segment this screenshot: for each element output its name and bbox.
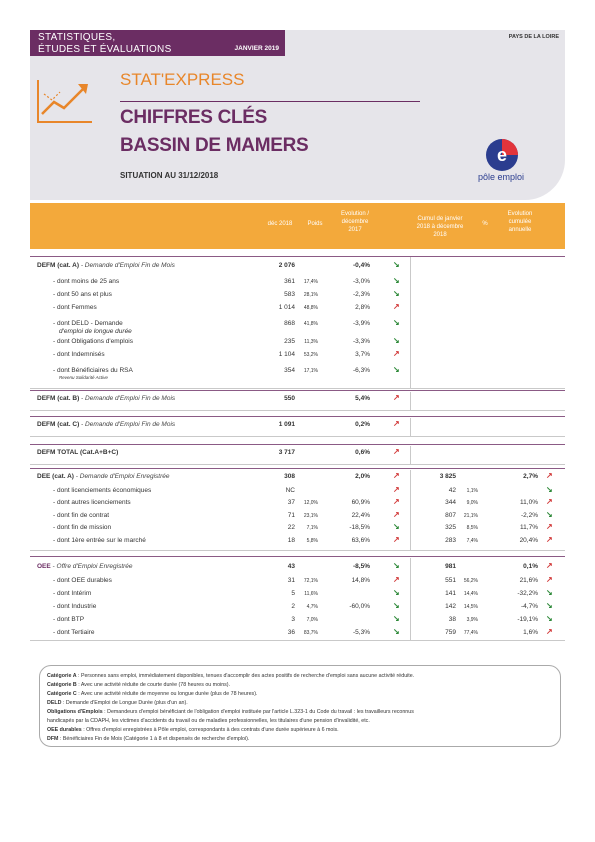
value-evol-cumul: -2,2% [521, 512, 538, 519]
footnote-text: : Personnes sans emploi, immédiatement disponibles, tenues d'accomplir des actes positifs de recherche d'emploi sans aucune activité réduite. [76, 673, 415, 679]
value-dec: 1 104 [278, 351, 295, 358]
value-evolution: -3,0% [353, 278, 370, 285]
footnote-term: Catégorie C [47, 691, 77, 697]
column-separator [410, 257, 411, 388]
row-label [37, 395, 175, 402]
value-cumul-pct: 14,5% [463, 604, 478, 610]
value-dec: 868 [284, 320, 295, 327]
value-dec: 308 [284, 473, 295, 480]
arrow-down-icon: ↘ [546, 485, 553, 494]
row-label: - dont 50 ans et plus [53, 291, 112, 298]
value-dec: 3 717 [278, 449, 295, 456]
row-label: - dont Obligations d'emplois [53, 338, 134, 345]
value-poids: 41,8% [303, 321, 318, 327]
footnote-text: : Bénéficiaires Fin de Mois (Catégorie 1 à 8 et dispensés de recherche d'emploi). [58, 736, 250, 742]
value-evol-cumul: 1,6% [523, 629, 538, 636]
arrow-up-icon: ↗ [393, 575, 400, 584]
value-evolution: 3,7% [355, 351, 370, 358]
value-poids: 11,3% [304, 339, 318, 345]
row-label: - dont fin de contrat [53, 512, 110, 519]
row-label-bold: OEE [37, 563, 51, 570]
value-evol-cumul: -32,2% [517, 590, 538, 597]
value-dec: 36 [287, 629, 295, 636]
arrow-down-icon: ↘ [393, 522, 400, 531]
col-poids: Poids [307, 221, 323, 227]
column-separator [410, 418, 411, 436]
arrow-down-icon: ↘ [393, 276, 400, 285]
arrow-up-icon: ↗ [393, 535, 400, 544]
value-cumul: 325 [445, 524, 456, 531]
footnote-term: Obligations d'Emplois [47, 709, 103, 715]
value-evolution: -18,5% [349, 524, 370, 531]
footnote-term: Catégorie B [47, 682, 77, 688]
value-poids: 17,1% [303, 368, 318, 374]
value-evolution: 0,2% [355, 421, 370, 428]
footnote-line [47, 682, 230, 688]
row-label-bold: DEFM (cat. B) [37, 395, 80, 402]
footnote-text: : Avec une activité réduite de courte durée (78 heures ou moins). [76, 682, 231, 688]
arrow-down-icon: ↘ [546, 510, 553, 519]
value-cumul: 981 [445, 563, 456, 570]
value-cumul: 283 [445, 537, 456, 544]
value-cumul: 3 825 [439, 473, 456, 480]
value-evolution: -0,4% [353, 262, 370, 269]
arrow-up-icon: ↗ [546, 497, 553, 506]
arrow-up-icon: ↗ [546, 627, 553, 636]
row-label [37, 563, 133, 570]
arrow-up-icon: ↗ [393, 485, 400, 494]
value-evol-cumul: -19,1% [517, 616, 538, 623]
value-poids: 5,8% [306, 538, 318, 544]
row-label-bold: DEFM (cat. C) [37, 421, 80, 428]
value-poids: 12,0% [303, 500, 318, 506]
value-evolution: -2,3% [353, 291, 370, 298]
row-label: - dont Indemnisés [53, 351, 105, 358]
value-evolution: 14,8% [351, 577, 370, 584]
row-label: - dont autres licenciements [53, 499, 131, 506]
arrow-up-icon: ↗ [546, 522, 553, 531]
footnote-line [47, 736, 249, 742]
value-evolution: -3,3% [353, 338, 370, 345]
value-poids: 7,1% [306, 525, 318, 531]
value-evolution: -6,3% [353, 367, 370, 374]
value-cumul-pct: 21,1% [463, 513, 478, 519]
value-dec: 354 [284, 367, 295, 374]
value-dec: 22 [287, 524, 295, 531]
value-evolution: -8,5% [353, 563, 370, 570]
value-cumul-pct: 9,0% [466, 500, 478, 506]
arrow-up-icon: ↗ [393, 497, 400, 506]
value-cumul: 141 [445, 590, 456, 597]
value-dec: 43 [287, 563, 295, 570]
footnote-term: Catégorie A [47, 673, 77, 679]
value-evolution: 60,9% [351, 499, 370, 506]
value-dec: 37 [287, 499, 295, 506]
series-title: STAT'EXPRESS [120, 70, 245, 89]
value-cumul: 38 [448, 616, 456, 623]
block-bottom-line [30, 464, 565, 465]
page-title-line1: CHIFFRES CLÉS [120, 107, 268, 128]
block-bottom-line [30, 410, 565, 411]
row-label: - dont Tertiaire [53, 629, 95, 636]
value-dec: 361 [284, 278, 295, 285]
publication-line2: ÉTUDES ET ÉVALUATIONS [38, 44, 172, 55]
chart-growth-icon [34, 78, 94, 128]
row-label-bold: DEFM TOTAL (Cat.A+B+C) [37, 449, 119, 456]
value-poids: 17,4% [303, 279, 318, 285]
col-dec: déc 2018 [267, 221, 293, 227]
footnote-line [47, 718, 370, 724]
value-cumul: 142 [445, 603, 456, 610]
col-cumul: Cumul de janvier 2018 à décembre 2018 [416, 216, 464, 238]
block-top-line [30, 390, 565, 391]
value-cumul: 551 [445, 577, 456, 584]
value-dec: 2 076 [278, 262, 295, 269]
footnote-line [47, 691, 257, 697]
row-label-desc: - Demande d'Emploi Fin de Mois [79, 395, 176, 402]
footnote-line [47, 700, 188, 706]
arrow-up-icon: ↗ [393, 349, 400, 358]
arrow-down-icon: ↘ [393, 336, 400, 345]
title-rule [120, 101, 420, 102]
footnote-text: : Demandeurs d'emploi bénéficiant de l'obligation d'emploi instituée par l'article L.323-1 du Code du travail : les travailleurs reconnus [102, 709, 414, 715]
publication-date: JANVIER 2019 [234, 45, 279, 52]
value-poids: 28,1% [303, 292, 318, 298]
value-dec: 550 [284, 395, 295, 402]
arrow-up-icon: ↗ [393, 471, 400, 480]
row-label-desc: - Demande d'Emploi Enregistrée [73, 473, 170, 480]
value-poids: 48,8% [303, 305, 318, 311]
arrow-down-icon: ↘ [393, 588, 400, 597]
value-cumul-pct: 1,1% [466, 488, 478, 494]
row-label: - dont Intérim [53, 590, 92, 597]
table-header [30, 203, 565, 249]
value-poids: 23,1% [303, 513, 318, 519]
col-pct: % [482, 221, 488, 227]
column-separator [410, 470, 411, 550]
value-dec: 31 [287, 577, 295, 584]
value-evolution: -3,9% [353, 320, 370, 327]
value-cumul: 807 [445, 512, 456, 519]
row-label: - dont Bénéficiaires du RSA [53, 367, 133, 374]
value-cumul: 42 [448, 487, 456, 494]
arrow-up-icon: ↗ [546, 535, 553, 544]
value-cumul-pct: 56,2% [463, 578, 478, 584]
footnote-text: : Offres d'emploi enregistrées à Pôle emploi, correspondants à des contrats d'une durée supérieure à 6 mois. [81, 727, 339, 733]
logo-text: pôle emploi [478, 172, 525, 182]
row-label: - dont BTP [53, 616, 85, 623]
row-label: - dont fin de mission [53, 524, 112, 531]
value-evol-cumul: 21,6% [519, 577, 538, 584]
col-evolution: Evolution / décembre 2017 [340, 211, 370, 233]
row-label: - dont 1ère entrée sur le marché [53, 537, 146, 544]
row-label [37, 421, 175, 428]
row-label [37, 449, 118, 456]
value-evolution: -60,0% [349, 603, 370, 610]
row-label: - dont moins de 25 ans [53, 278, 120, 285]
value-poids: 83,7% [303, 630, 318, 636]
row-label: - dont Industrie [53, 603, 97, 610]
page-title-line2: BASSIN DE MAMERS [120, 135, 309, 156]
block-bottom-line [30, 640, 565, 641]
row-label-sub: d'emploi de longue durée [59, 328, 132, 335]
arrow-down-icon: ↘ [393, 561, 400, 570]
arrow-down-icon: ↘ [393, 260, 400, 269]
value-evolution: 0,6% [355, 449, 370, 456]
footnote-term: DFM [47, 736, 59, 742]
value-dec: 2 [291, 603, 295, 610]
arrow-down-icon: ↘ [393, 318, 400, 327]
value-cumul-pct: 14,4% [463, 591, 478, 597]
arrow-down-icon: ↘ [546, 588, 553, 597]
row-label-bold: DEE (cat. A) [37, 473, 74, 480]
value-evolution: -5,3% [353, 629, 370, 636]
arrow-down-icon: ↘ [546, 614, 553, 623]
row-label-desc: - Demande d'Emploi Fin de Mois [79, 421, 176, 428]
footnote-term: OEE durables [47, 727, 82, 733]
block-bottom-line [30, 436, 565, 437]
block-top-line [30, 256, 565, 257]
footnote-text: : Avec une activité réduite de moyenne ou longue durée (plus de 78 heures). [76, 691, 258, 697]
arrow-up-icon: ↗ [393, 419, 400, 428]
footnote-text: : Demande d'Emploi de Longue Durée (plus d'un an). [61, 700, 188, 706]
row-label-sub: Revenu Solidarité Active [59, 375, 108, 380]
value-evol-cumul: 0,1% [523, 563, 538, 570]
block-top-line [30, 468, 565, 469]
value-evolution: 63,6% [351, 537, 370, 544]
publication-tag [30, 30, 285, 56]
value-dec: 3 [291, 616, 295, 623]
region-label: PAYS DE LA LOIRE [508, 34, 559, 40]
value-dec: 71 [287, 512, 295, 519]
block-bottom-line [30, 388, 565, 389]
column-separator [410, 392, 411, 410]
arrow-down-icon: ↘ [393, 614, 400, 623]
value-dec: 18 [287, 537, 295, 544]
value-evol-cumul: 11,0% [520, 499, 538, 506]
footnote-line [47, 673, 414, 679]
arrow-up-icon: ↗ [393, 393, 400, 402]
value-dec: 1 091 [278, 421, 295, 428]
column-separator [410, 558, 411, 640]
value-poids: 4,7% [306, 604, 318, 610]
arrow-down-icon: ↘ [393, 365, 400, 374]
block-top-line [30, 556, 565, 557]
value-cumul-pct: 7,4% [466, 538, 478, 544]
value-poids: 7,0% [306, 617, 318, 623]
arrow-up-icon: ↗ [546, 561, 553, 570]
value-cumul-pct: 77,4% [463, 630, 478, 636]
value-evolution: 2,0% [355, 473, 370, 480]
block-top-line [30, 416, 565, 417]
situation-date: SITUATION AU 31/12/2018 [120, 171, 219, 180]
arrow-up-icon: ↗ [393, 510, 400, 519]
value-evol-cumul: 2,7% [523, 473, 538, 480]
value-poids: 72,1% [303, 578, 318, 584]
arrow-down-icon: ↘ [393, 289, 400, 298]
arrow-up-icon: ↗ [546, 471, 553, 480]
value-dec: 1 014 [278, 304, 295, 311]
arrow-down-icon: ↘ [393, 627, 400, 636]
value-cumul-pct: 3,9% [466, 617, 478, 623]
value-poids: 11,6% [304, 591, 318, 597]
row-label: - dont DELD - Demande [53, 320, 123, 327]
publication-line1: STATISTIQUES, [38, 32, 116, 43]
row-label [37, 473, 170, 480]
value-dec: 5 [291, 590, 295, 597]
value-cumul-pct: 8,5% [466, 525, 478, 531]
arrow-down-icon: ↘ [546, 601, 553, 610]
column-separator [410, 446, 411, 464]
footnote-term: DELD [47, 700, 62, 706]
value-cumul: 759 [445, 629, 456, 636]
col-evol-cumul: Evolution cumulée annuelle [507, 211, 533, 233]
row-label: - dont licenciements économiques [53, 487, 152, 494]
value-evol-cumul: 20,4% [519, 537, 538, 544]
arrow-up-icon: ↗ [393, 447, 400, 456]
row-label-desc: - Offre d'Emploi Enregistrée [50, 563, 133, 570]
arrow-up-icon: ↗ [546, 575, 553, 584]
pole-emploi-logo-icon [485, 138, 519, 172]
value-dec: NC [285, 487, 295, 494]
block-bottom-line [30, 550, 565, 551]
row-label-desc: - Demande d'Emploi Fin de Mois [79, 262, 175, 269]
value-cumul: 344 [445, 499, 456, 506]
arrow-down-icon: ↘ [393, 601, 400, 610]
value-evol-cumul: -4,7% [521, 603, 538, 610]
footnote-line [47, 727, 339, 733]
row-label [37, 262, 175, 269]
value-evolution: 22,4% [351, 512, 370, 519]
svg-text:e: e [496, 145, 508, 165]
footnote-line [47, 709, 414, 715]
value-dec: 583 [284, 291, 295, 298]
value-poids: 53,2% [303, 352, 318, 358]
value-dec: 235 [284, 338, 295, 345]
row-label: - dont OEE durables [53, 577, 112, 584]
value-evolution: 5,4% [355, 395, 370, 402]
value-evolution: 2,8% [355, 304, 370, 311]
value-evol-cumul: 11,7% [520, 524, 538, 531]
arrow-up-icon: ↗ [393, 302, 400, 311]
row-label-bold: DEFM (cat. A) [37, 262, 80, 269]
footnote-text: handicapés par la CDAPH, les victimes d'accidents du travail ou de maladies professionnelles, les titulaires d'une pension d'invalidité, etc. [47, 718, 370, 724]
block-top-line [30, 444, 565, 445]
row-label: - dont Femmes [53, 304, 97, 311]
